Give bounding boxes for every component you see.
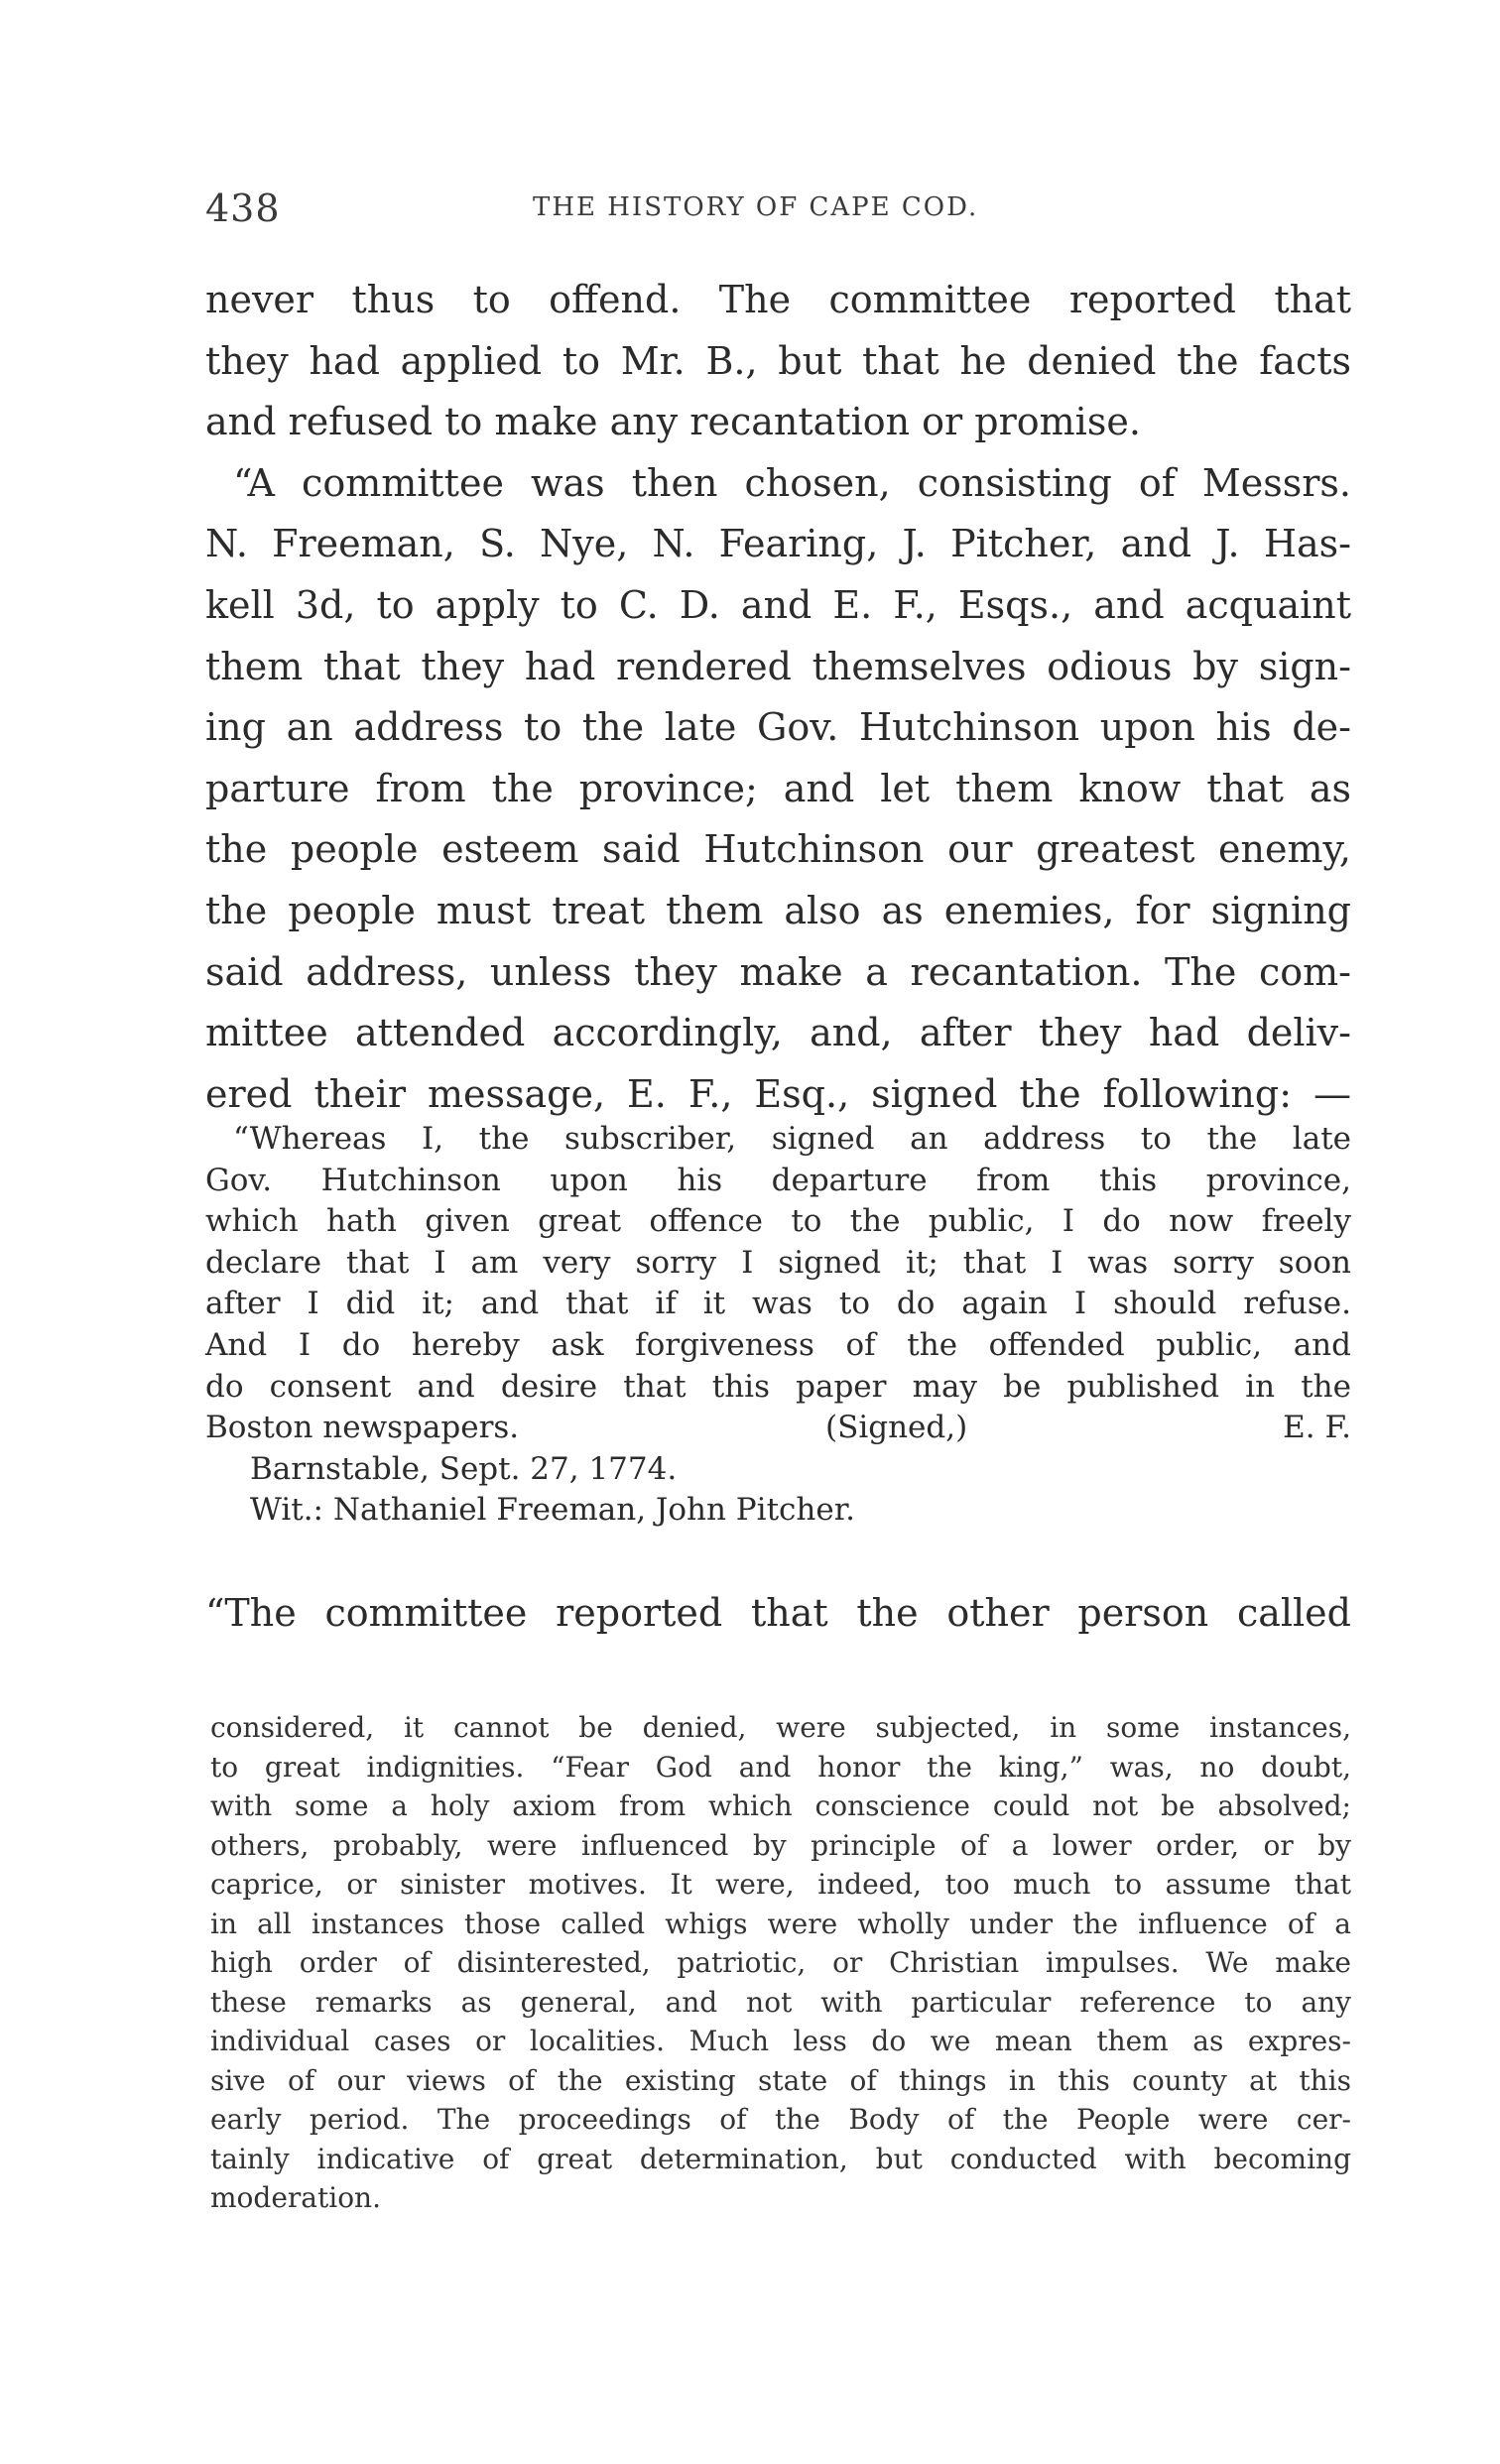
text-line: kell 3d, to apply to C. D. and E. F., Esqs., and acquaint <box>205 582 1351 627</box>
continuation-text <box>205 1583 1351 1645</box>
text-line: ered their message, E. F., Esq., signed the following: — <box>205 1071 1351 1116</box>
text-line: the people must treat them also as enemies, for signing <box>205 888 1351 932</box>
signature-line <box>205 1408 1351 1449</box>
quote-line: do consent and desire that this paper may be published in the <box>205 1368 1351 1405</box>
signature-initials: E. F. <box>1283 1410 1351 1446</box>
witnesses: Wit.: Nathaniel Freeman, John Pitcher. <box>250 1492 855 1529</box>
footnote-line: caprice, or sinister motives. It were, indeed, too much to assume that <box>210 1868 1351 1901</box>
signature-left: Boston newspapers. <box>205 1410 520 1446</box>
footnote-line: others, probably, were influenced by principle of a lower order, or by <box>210 1828 1351 1862</box>
footnote-line: with some a holy axiom from which conscience could not be absolved; <box>210 1789 1351 1822</box>
block-quote <box>205 1119 1351 1532</box>
quote-line: And I do hereby ask forgiveness of the offended public, and <box>205 1326 1351 1363</box>
footnote-line: considered, it cannot be denied, were subjected, in some instances, <box>210 1711 1351 1744</box>
footnote <box>210 1708 1351 2218</box>
place-date: Barnstable, Sept. 27, 1774. <box>250 1450 678 1487</box>
text-line: mittee attended accordingly, and, after they had deliv- <box>205 1011 1351 1055</box>
footnote-line: sive of our views of the existing state of things in this county at this <box>210 2063 1351 2097</box>
signature-middle: (Signed,) <box>825 1410 968 1446</box>
quote-line: after I did it; and that if it was to do again I should refuse. <box>205 1286 1351 1322</box>
text-line: ing an address to the late Gov. Hutchinson upon his de- <box>205 705 1351 750</box>
quote-line: Gov. Hutchinson upon his departure from this province, <box>205 1162 1351 1198</box>
text-line: never thus to offend. The committee reported that <box>205 278 1351 321</box>
footnote-line: early period. The proceedings of the Body of the People were cer- <box>210 2103 1351 2136</box>
page-number: 438 <box>205 186 281 230</box>
text-line: said address, unless they make a recantation. The com- <box>205 949 1351 994</box>
text-line: parture from the province; and let them know that as <box>205 766 1351 810</box>
footnote-line: tainly indicative of great determination, but conducted with becoming <box>210 2142 1351 2175</box>
footnote-line: these remarks as general, and not with particular reference to any <box>210 1985 1351 2019</box>
text-line: them that they had rendered themselves odious by sign- <box>205 644 1351 688</box>
footnote-line: high order of disinterested, patriotic, or Christian impulses. We make <box>210 1946 1351 1979</box>
page-header <box>205 186 1356 236</box>
text-line: they had applied to Mr. B., but that he denied the facts <box>205 338 1351 383</box>
text-line: N. Freeman, S. Nye, N. Fearing, J. Pitcher, and J. Has- <box>205 522 1351 566</box>
main-text <box>205 270 1351 1125</box>
text-line: and refused to make any recantation or promise. <box>205 400 1141 444</box>
quote-line: “Whereas I, the subscriber, signed an address to the late <box>233 1121 1351 1157</box>
footnote-line: moderation. <box>210 2181 381 2214</box>
footnote-line: individual cases or localities. Much less do we mean them as expres- <box>210 2025 1351 2057</box>
footnote-line: in all instances those called whigs were wholly under the influence of a <box>210 1907 1351 1940</box>
text-line: “The committee reported that the other person called <box>205 1591 1351 1635</box>
text-line: the people esteem said Hutchinson our greatest enemy, <box>205 827 1351 872</box>
quote-line: which hath given great offence to the public, I do now freely <box>205 1203 1351 1240</box>
text-line: “A committee was then chosen, consisting of Messrs. <box>233 460 1351 505</box>
quote-line: declare that I am very sorry I signed it; that I was sorry soon <box>205 1244 1351 1281</box>
footnote-line: to great indignities. “Fear God and honor the king,” was, no doubt, <box>210 1750 1351 1784</box>
running-head: THE HISTORY OF CAPE COD. <box>533 192 979 222</box>
